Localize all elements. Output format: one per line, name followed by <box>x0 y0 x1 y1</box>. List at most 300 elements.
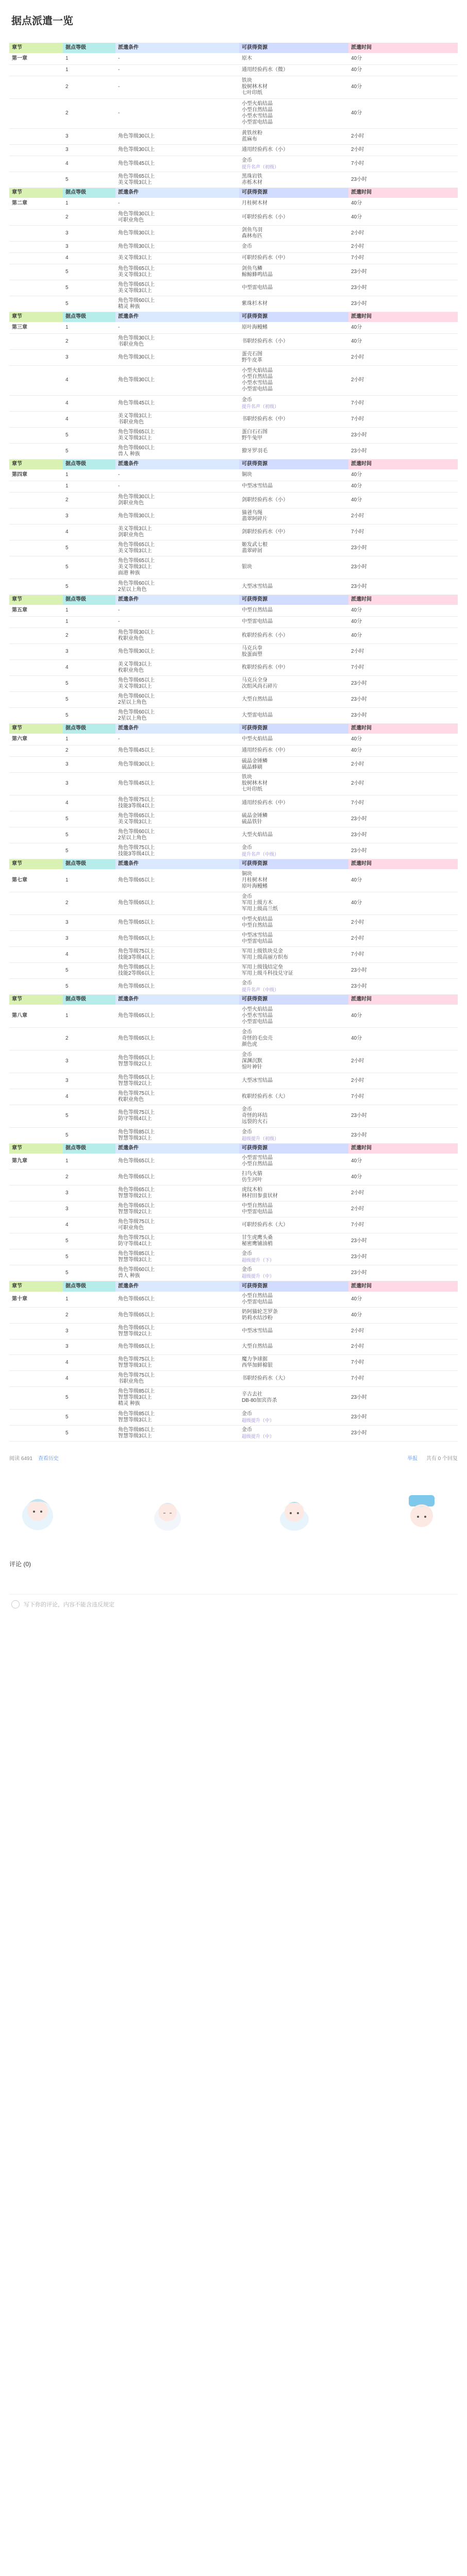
chapter-name <box>9 296 63 312</box>
outpost-level: 3 <box>63 225 115 241</box>
resource-cell <box>239 892 348 914</box>
dispatch-time: 7小时 <box>348 252 458 264</box>
column-header: 章节 <box>9 312 63 322</box>
table-row <box>9 443 458 459</box>
table-row <box>9 280 458 296</box>
table-row <box>9 1050 458 1073</box>
resource-text: 中型自然结晶 中型雷电结晶 <box>242 1203 273 1215</box>
outpost-level: 4 <box>63 395 115 411</box>
table-row <box>9 1233 458 1249</box>
column-header: 可获得资源 <box>239 994 348 1005</box>
resource-text: 金币 <box>242 1267 252 1273</box>
table-row <box>9 1154 458 1170</box>
dispatch-condition: 角色等级85以上 技能2等级6以上 <box>115 962 239 978</box>
resource-text: 枚职经验药水（中） <box>242 664 288 670</box>
dispatch-time: 7小时 <box>348 1217 458 1233</box>
column-header: 可获得资源 <box>239 723 348 734</box>
outpost-level: 2 <box>63 76 115 98</box>
table-row <box>9 241 458 252</box>
chapter-name <box>9 128 63 144</box>
chibi-sticker-icon <box>14 1487 66 1539</box>
outpost-level: 5 <box>63 1127 115 1143</box>
resource-cell <box>239 756 348 772</box>
table-row <box>9 1292 458 1308</box>
outpost-level: 4 <box>63 365 115 395</box>
resource-text: 剑职经验药水（中） <box>242 529 288 535</box>
dispatch-condition: 角色等级65以上 <box>115 978 239 994</box>
table-header-row <box>9 312 458 322</box>
resource-cell <box>239 843 348 859</box>
chapter-name <box>9 946 63 962</box>
dispatch-condition: 美义等级3以上 书职业角色 <box>115 411 239 427</box>
resource-text: 原叶海鳗鳍 <box>242 324 268 330</box>
outpost-level: 4 <box>63 795 115 811</box>
resource-cell <box>239 691 348 707</box>
resource-text: 剑鱼鸟羽 森林布匹 <box>242 227 262 239</box>
resource-cell <box>239 914 348 930</box>
resource-text: 枚职经验药水（小） <box>242 632 288 638</box>
table-row <box>9 98 458 128</box>
dispatch-time: 23小时 <box>348 1105 458 1127</box>
resource-cell <box>239 556 348 579</box>
dispatch-condition: - <box>115 481 239 492</box>
history-link[interactable]: 查看历史 <box>38 1455 59 1462</box>
resource-cell <box>239 946 348 962</box>
outpost-level: 5 <box>63 843 115 859</box>
resource-cell <box>239 675 348 691</box>
resource-cell <box>239 1089 348 1105</box>
dispatch-time: 2小时 <box>348 1185 458 1201</box>
chapter-name <box>9 707 63 723</box>
chapter-name <box>9 1201 63 1217</box>
dispatch-condition: 角色等级65以上 <box>115 1339 239 1354</box>
dispatch-condition: 角色等级30以上 枚职业角色 <box>115 628 239 643</box>
table-row <box>9 1386 458 1409</box>
comment-placeholder: 写下你的评论，内容不能含违反规定 <box>24 1602 114 1608</box>
dispatch-condition: 角色等级30以上 <box>115 349 239 365</box>
resource-text: 蛋壳石图 野牛皮革 <box>242 351 262 363</box>
dispatch-time: 23小时 <box>348 1233 458 1249</box>
resource-text: 金币 <box>242 397 252 403</box>
chapter-name: 第三章 <box>9 322 63 333</box>
dispatch-condition: 角色等级65以上 美义等级3以上 面港 种族 <box>115 556 239 579</box>
dispatch-condition: 角色等级65以上 <box>115 914 239 930</box>
outpost-level: 1 <box>63 734 115 745</box>
chapter-name: 第二章 <box>9 198 63 209</box>
table-row <box>9 707 458 723</box>
resource-cell <box>239 395 348 411</box>
chapter-name <box>9 1073 63 1089</box>
resource-text: 金币 <box>242 1427 252 1433</box>
table-row <box>9 795 458 811</box>
resource-text: 枚职经验药水（大） <box>242 1093 288 1099</box>
resource-cell <box>239 616 348 628</box>
sticker-3[interactable] <box>269 1487 325 1539</box>
dispatch-time: 2小时 <box>348 144 458 156</box>
table-row <box>9 1265 458 1281</box>
dispatch-condition: 角色等级65以上 <box>115 1005 239 1027</box>
resource-text: 姬发武七根 翡翠碎屑 <box>242 541 268 554</box>
chapter-name <box>9 616 63 628</box>
resource-cell <box>239 605 348 616</box>
chapter-name <box>9 843 63 859</box>
footer-bar <box>9 1454 458 1462</box>
column-header: 派遣时间 <box>348 459 458 469</box>
resource-text: 辛古去社 DB-80加宾咨杀 <box>242 1392 277 1403</box>
dispatch-condition: 角色等级75以上 书职业角色 <box>115 1370 239 1386</box>
dispatch-condition: - <box>115 322 239 333</box>
column-header: 据点等级 <box>63 188 115 198</box>
resource-text: 月桂树木材 <box>242 200 268 206</box>
table-row <box>9 349 458 365</box>
chapter-name <box>9 1370 63 1386</box>
outpost-level: 2 <box>63 628 115 643</box>
resource-cell <box>239 745 348 756</box>
chapter-name <box>9 556 63 579</box>
resource-cell <box>239 1233 348 1249</box>
dispatch-condition: 角色等级65以上 美义等级3以上 <box>115 811 239 827</box>
resource-cell <box>239 128 348 144</box>
outpost-level: 5 <box>63 264 115 280</box>
resource-cell <box>239 869 348 892</box>
dispatch-time: 23小时 <box>348 556 458 579</box>
table-header-row <box>9 43 458 53</box>
dispatch-condition: 角色等级65以上 <box>115 869 239 892</box>
column-header: 章节 <box>9 859 63 869</box>
dispatch-condition: 美义等级3以上 剑职业角色 <box>115 524 239 540</box>
resource-text: 小型雷雪结晶 小型自然结晶 <box>242 1155 273 1167</box>
dispatch-time: 2小时 <box>348 1073 458 1089</box>
resource-subnote[interactable]: 超级提升（中） <box>242 1417 275 1423</box>
outpost-level: 5 <box>63 427 115 443</box>
dispatch-condition: 角色等级85以上 智慧等级3以上 <box>115 1409 239 1425</box>
resource-cell <box>239 411 348 427</box>
resource-cell <box>239 1425 348 1441</box>
resource-text: 金币 <box>242 1129 252 1135</box>
resource-text: 大型冰雪结晶 <box>242 583 273 589</box>
page-title: 据点派遣一览 <box>11 15 73 27</box>
dispatch-time: 23小时 <box>348 443 458 459</box>
table-row <box>9 395 458 411</box>
chapter-name <box>9 411 63 427</box>
chapter-name: 第六章 <box>9 734 63 745</box>
table-row <box>9 962 458 978</box>
column-header: 章节 <box>9 1143 63 1154</box>
resource-text: 小型自然结晶 小型雷电结晶 <box>242 1293 273 1305</box>
emoji-icon[interactable] <box>11 1600 20 1608</box>
resource-cell <box>239 198 348 209</box>
chapter-name <box>9 365 63 395</box>
dispatch-time: 23小时 <box>348 1409 458 1425</box>
resource-cell <box>239 811 348 827</box>
dispatch-time: 2小时 <box>348 914 458 930</box>
resource-cell <box>239 1154 348 1170</box>
chapter-name <box>9 349 63 365</box>
dispatch-time: 2小时 <box>348 1323 458 1339</box>
table-row <box>9 1370 458 1386</box>
outpost-level: 4 <box>63 411 115 427</box>
resource-subnote[interactable]: 超级提升（中） <box>242 1274 275 1279</box>
resource-cell <box>239 772 348 795</box>
outpost-level: 5 <box>63 556 115 579</box>
resource-cell <box>239 1073 348 1089</box>
dispatch-time: 23小时 <box>348 579 458 595</box>
resource-text: 通用经验药水（中） <box>242 748 288 753</box>
outpost-level: 1 <box>63 1292 115 1308</box>
dispatch-time: 2小时 <box>348 349 458 365</box>
outpost-level: 2 <box>63 745 115 756</box>
resource-text: 奶阿猫轮芝罗条 奶莉水结沙粉 <box>242 1309 278 1321</box>
resource-cell <box>239 1050 348 1073</box>
column-header: 可获得资源 <box>239 859 348 869</box>
resource-text: 中型冰雪结晶 <box>242 1328 273 1334</box>
column-header: 派遣时间 <box>348 859 458 869</box>
report-link[interactable]: 举报 <box>407 1455 418 1462</box>
dispatch-time: 40分 <box>348 481 458 492</box>
resource-text: 猫爸鸟绳 翡翠阿碎片 <box>242 510 268 522</box>
chapter-name <box>9 1105 63 1127</box>
outpost-level: 2 <box>63 492 115 508</box>
dispatch-time: 2小时 <box>348 643 458 659</box>
dispatch-condition: 角色等级45以上 <box>115 772 239 795</box>
resource-cell <box>239 962 348 978</box>
column-header: 派遣条件 <box>115 188 239 198</box>
dispatch-time: 40分 <box>348 469 458 481</box>
chapter-name <box>9 172 63 188</box>
resource-text: 可职经验药水（小） <box>242 214 288 220</box>
resource-text: 金币 <box>242 1411 252 1417</box>
chapter-name <box>9 930 63 946</box>
dispatch-time: 23小时 <box>348 962 458 978</box>
table-row <box>9 296 458 312</box>
chapter-name <box>9 772 63 795</box>
outpost-level: 2 <box>63 98 115 128</box>
resource-subnote[interactable]: 提升名声（初级） <box>242 403 279 409</box>
dispatch-time: 23小时 <box>348 707 458 723</box>
outpost-level: 1 <box>63 1005 115 1027</box>
resource-cell <box>239 524 348 540</box>
outpost-level: 2 <box>63 1027 115 1050</box>
outpost-level: 2 <box>63 892 115 914</box>
dispatch-condition: 角色等级30以上 <box>115 365 239 395</box>
resource-text: 小型火焰结晶 小型自然结晶 小型水雪结晶 小型雷电结晶 <box>242 368 273 392</box>
chapter-name <box>9 508 63 524</box>
sticker-row <box>9 1487 458 1539</box>
dispatch-condition: 角色等级65以上 智慧等级2以上 <box>115 1201 239 1217</box>
column-header: 章节 <box>9 188 63 198</box>
resource-text: 金币 <box>242 244 252 249</box>
resource-subnote[interactable]: 提升名声（中级） <box>242 987 279 992</box>
dispatch-time: 7小时 <box>348 1089 458 1105</box>
outpost-level: 1 <box>63 64 115 76</box>
comment-input[interactable] <box>9 1594 458 1615</box>
resource-cell <box>239 98 348 128</box>
outpost-level: 5 <box>63 172 115 188</box>
table-row <box>9 264 458 280</box>
dispatch-time: 40分 <box>348 333 458 349</box>
dispatch-time: 40分 <box>348 616 458 628</box>
dispatch-condition: 角色等级60以上 精灵 种族 <box>115 296 239 312</box>
resource-cell <box>239 76 348 98</box>
resource-subnote[interactable]: 超级提升（中） <box>242 1433 275 1439</box>
sticker-1[interactable] <box>14 1487 71 1539</box>
outpost-level: 5 <box>63 1105 115 1127</box>
table-row <box>9 691 458 707</box>
resource-text: 金币 <box>242 844 252 851</box>
dispatch-time: 40分 <box>348 892 458 914</box>
dispatch-condition: 角色等级75以上 可职业角色 <box>115 1217 239 1233</box>
outpost-level: 1 <box>63 605 115 616</box>
chapter-name <box>9 64 63 76</box>
resource-text: 马克兵拳 胶蛋面塑 <box>242 645 262 657</box>
outpost-level: 5 <box>63 1386 115 1409</box>
dispatch-time: 40分 <box>348 605 458 616</box>
column-header: 据点等级 <box>63 1143 115 1154</box>
sticker-2[interactable] <box>142 1487 198 1539</box>
dispatch-condition: - <box>115 198 239 209</box>
column-header: 据点等级 <box>63 459 115 469</box>
table-row <box>9 946 458 962</box>
dispatch-condition: 角色等级30以上 <box>115 241 239 252</box>
chapter-name <box>9 1409 63 1425</box>
chapter-name <box>9 978 63 994</box>
resource-subnote[interactable]: 提升名声（初级） <box>242 164 279 170</box>
chapter-name <box>9 76 63 98</box>
dispatch-condition: 角色等级75以上 智慧等级3以上 <box>115 1354 239 1370</box>
resource-text: 军用上级铁块兑金 军用上级高丽方织布 <box>242 948 288 960</box>
outpost-level: 4 <box>63 156 115 172</box>
chapter-name: 第十章 <box>9 1292 63 1308</box>
dispatch-condition: 角色等级85以上 智慧等级3以上 <box>115 1425 239 1441</box>
table-row <box>9 1354 458 1370</box>
resource-cell <box>239 1370 348 1386</box>
resource-cell <box>239 707 348 723</box>
resource-text: 原木 <box>242 55 252 61</box>
chapter-name <box>9 892 63 914</box>
dispatch-time: 40分 <box>348 322 458 333</box>
table-row <box>9 172 458 188</box>
resource-text: 通用经验药水（中） <box>242 800 288 806</box>
resource-text: 铜块 <box>242 471 252 478</box>
dispatch-time: 40分 <box>348 1027 458 1050</box>
outpost-level: 5 <box>63 811 115 827</box>
table-row <box>9 209 458 225</box>
chapter-name <box>9 795 63 811</box>
dispatch-time: 7小时 <box>348 524 458 540</box>
chapter-name <box>9 98 63 128</box>
outpost-level: 2 <box>63 1307 115 1323</box>
dispatch-time: 40分 <box>348 1154 458 1170</box>
resource-cell <box>239 540 348 556</box>
table-row <box>9 605 458 616</box>
column-header: 章节 <box>9 723 63 734</box>
chapter-name <box>9 659 63 675</box>
column-header: 可获得资源 <box>239 312 348 322</box>
resource-subnote[interactable]: 提升名声（中级） <box>242 851 279 857</box>
resource-cell <box>239 481 348 492</box>
resource-cell <box>239 296 348 312</box>
dispatch-condition: 角色等级75以上 技能3等级4以上 <box>115 946 239 962</box>
table-row <box>9 508 458 524</box>
outpost-level: 4 <box>63 1089 115 1105</box>
table-row <box>9 1323 458 1339</box>
dispatch-condition: 角色等级30以上 剑职业角色 <box>115 492 239 508</box>
table-row <box>9 1307 458 1323</box>
resource-text: 金币 <box>242 980 252 986</box>
resource-cell <box>239 827 348 843</box>
dispatch-condition: 角色等级65以上 智慧等级2以上 <box>115 1323 239 1339</box>
column-header: 章节 <box>9 595 63 605</box>
resource-text: 硫晶金锤鳞 硫晶铁针 <box>242 812 268 825</box>
column-header: 章节 <box>9 1281 63 1292</box>
table-row <box>9 930 458 946</box>
table-row <box>9 144 458 156</box>
table-header-row <box>9 1281 458 1292</box>
resource-subnote[interactable]: 超级提升（初级） <box>242 1136 279 1141</box>
resource-text: 黑珠岩铁 赤栎木材 <box>242 173 262 185</box>
chapter-name <box>9 1425 63 1441</box>
dispatch-condition: 角色等级30以上 可职业角色 <box>115 209 239 225</box>
outpost-level: 5 <box>63 707 115 723</box>
table-row <box>9 492 458 508</box>
chibi-sticker-icon <box>396 1487 447 1539</box>
dispatch-time: 7小时 <box>348 795 458 811</box>
resource-subnote[interactable]: 超级提升（下） <box>242 1258 275 1263</box>
table-header-row <box>9 459 458 469</box>
dispatch-time: 23小时 <box>348 296 458 312</box>
dispatch-condition: 角色等级65以上 智慧等级2以上 <box>115 1073 239 1089</box>
table-row <box>9 869 458 892</box>
dispatch-time: 23小时 <box>348 675 458 691</box>
resource-text: 铁块 胶树林木材 七叶印纸 <box>242 78 268 96</box>
dispatch-time: 40分 <box>348 628 458 643</box>
dispatch-condition: 角色等级75以上 技能3等级4以上 <box>115 795 239 811</box>
table-row <box>9 540 458 556</box>
sticker-4[interactable] <box>396 1487 453 1539</box>
outpost-level: 5 <box>63 296 115 312</box>
dispatch-condition: 角色等级60以上 兽人 种族 <box>115 443 239 459</box>
outpost-level: 3 <box>63 1185 115 1201</box>
outpost-level: 3 <box>63 508 115 524</box>
outpost-level: 1 <box>63 322 115 333</box>
outpost-level: 4 <box>63 1370 115 1386</box>
outpost-level: 3 <box>63 128 115 144</box>
column-header: 派遣条件 <box>115 1143 239 1154</box>
resource-cell <box>239 225 348 241</box>
resource-cell <box>239 1292 348 1308</box>
resource-text: 通用经验药水（小） <box>242 147 288 152</box>
table-row <box>9 914 458 930</box>
chapter-name <box>9 675 63 691</box>
resource-text: 中型火焰结晶 中型自然结晶 <box>242 916 273 928</box>
dispatch-time: 23小时 <box>348 280 458 296</box>
dispatch-time: 7小时 <box>348 1370 458 1386</box>
dispatch-time: 2小时 <box>348 772 458 795</box>
outpost-level: 5 <box>63 540 115 556</box>
resource-cell <box>239 1127 348 1143</box>
dispatch-condition: - <box>115 616 239 628</box>
table-row <box>9 579 458 595</box>
dispatch-time: 23小时 <box>348 1386 458 1409</box>
table-row <box>9 772 458 795</box>
column-header: 据点等级 <box>63 1281 115 1292</box>
dispatch-time: 7小时 <box>348 156 458 172</box>
dispatch-condition: 角色等级60以上 兽人 种族 <box>115 1265 239 1281</box>
table-row <box>9 1201 458 1217</box>
table-header-row <box>9 1143 458 1154</box>
resource-cell <box>239 156 348 172</box>
column-header: 派遣条件 <box>115 994 239 1005</box>
